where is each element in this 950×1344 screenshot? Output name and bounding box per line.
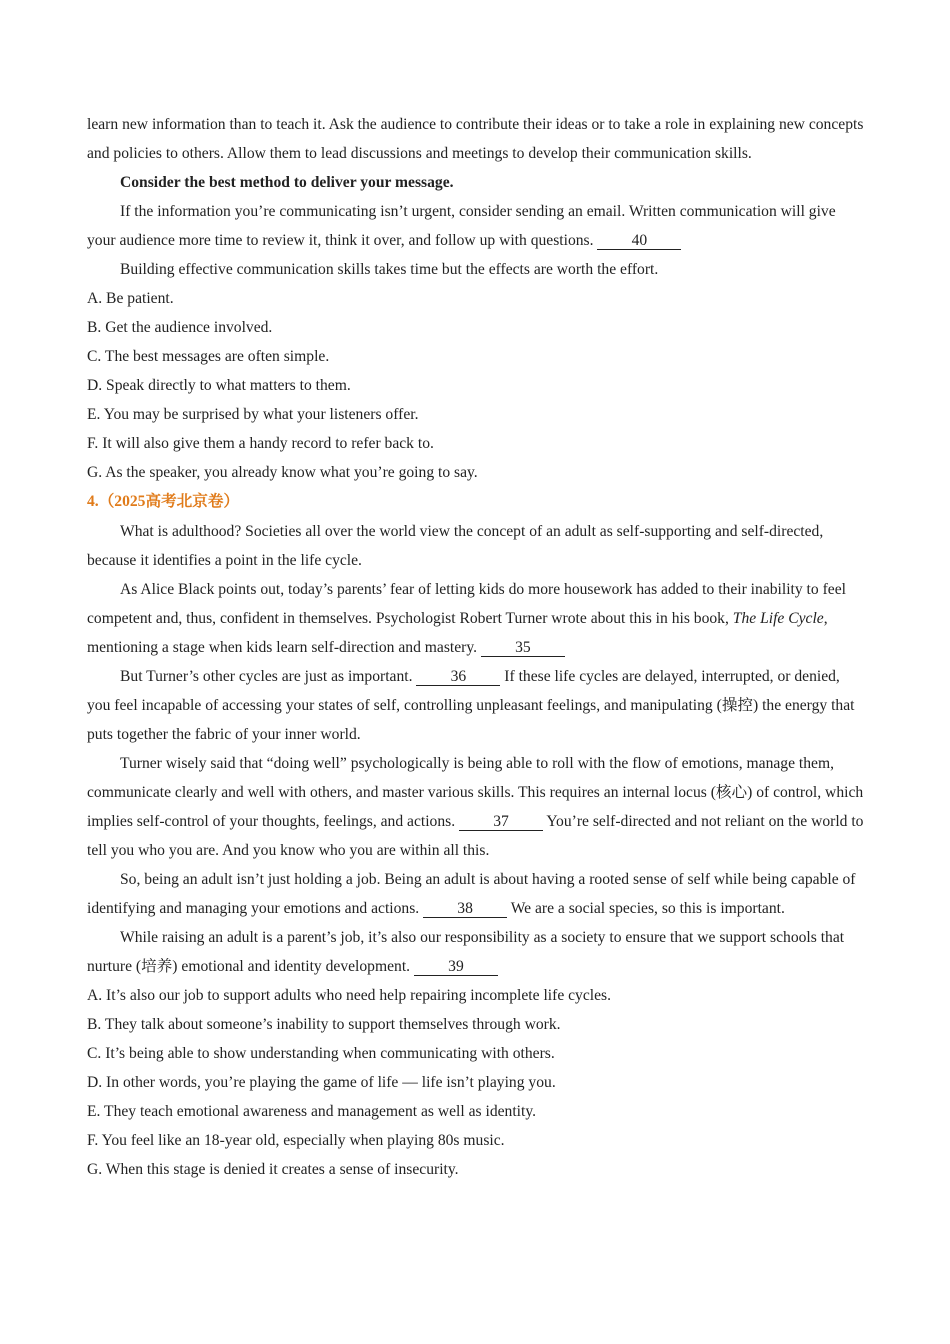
blank-35: 35 [481, 639, 565, 657]
book-title: The Life Cycle [732, 610, 824, 627]
passage3-paragraph-2 [87, 197, 867, 255]
blank-40: 40 [597, 232, 681, 250]
passage4-option-d: D. In other words, you’re playing the game of life — life isn’t playing you. [87, 1074, 556, 1091]
passage4-paragraph-3-text-b: If these life cycles are delayed, interrupted, or denied, you feel incapable of accessing your states of self, controlling unpleasant feelings, and manipulating (操控) the energy that puts together the fabric of your inner world. [87, 668, 855, 743]
passage4-paragraph-5-text-a: So, being an adult isn’t just holding a job. Being an adult is about having a rooted sense of self while being capable of identifying and managing your emotions and actions. [87, 871, 856, 917]
passage3-option-a: A. Be patient. [87, 290, 174, 307]
passage3-option-g: G. As the speaker, you already know what you’re going to say. [87, 464, 478, 481]
blank-37: 37 [459, 813, 543, 831]
passage4-paragraph-2 [87, 575, 867, 662]
passage4-option-g: G. When this stage is denied it creates a sense of insecurity. [87, 1161, 459, 1178]
passage4-paragraph-5 [87, 865, 867, 923]
passage4-option-f: F. You feel like an 18-year old, especially when playing 80s music. [87, 1132, 505, 1149]
passage4-paragraph-2-text-b: , mentioning a stage when kids learn self-direction and mastery. [87, 610, 828, 656]
blank-39: 39 [414, 958, 498, 976]
passage4-paragraph-4-text-a: Turner wisely said that “doing well” psychologically is being able to roll with the flow of emotions, manage them, communicate clearly and well with others, and master various skills. This requires an internal locus (核心) of control, which implies self-control of your thoughts, feelings, and actions. [87, 755, 864, 830]
passage4-paragraph-2-text-a: As Alice Black points out, today’s parents’ fear of letting kids do more housework has added to their inability to feel competent and, thus, confident in themselves. Psychologist Robert Turner wrote about this in his book, [87, 581, 846, 627]
passage4-paragraph-4-text-b: You’re self-directed and not reliant on the world to tell you who you are. And you know who you are within all this. [87, 813, 864, 859]
passage4-option-e: E. They teach emotional awareness and management as well as identity. [87, 1103, 537, 1120]
passage4-option-b: B. They talk about someone’s inability to support themselves through work. [87, 1016, 561, 1033]
passage3-option-d: D. Speak directly to what matters to them. [87, 377, 351, 394]
passage4-paragraph-1: What is adulthood? Societies all over the world view the concept of an adult as self-supporting and self-directed, because it identifies a point in the life cycle. [87, 523, 824, 569]
passage4-title: 4.（2025高考北京卷） [87, 493, 240, 510]
passage4-option-a: A. It’s also our job to support adults who need help repairing incomplete life cycles. [87, 987, 611, 1004]
passage3-option-c: C. The best messages are often simple. [87, 348, 330, 365]
passage4-paragraph-4 [87, 749, 867, 865]
passage4-paragraph-6 [87, 923, 867, 981]
passage4-paragraph-3 [87, 662, 867, 749]
passage4-paragraph-5-text-b: We are a social species, so this is important. [507, 900, 785, 917]
passage4-paragraph-6-text-a: While raising an adult is a parent’s job, it’s also our responsibility as a society to ensure that we support schools that nurture (培养) emotional and identity development. [87, 929, 845, 975]
passage3-paragraph-1: learn new information than to teach it. Ask the audience to contribute their ideas or to take a role in explaining new concepts and policies to others. Allow them to lead discussions and meetings to develop their communication skills. [87, 116, 864, 162]
blank-38: 38 [423, 900, 507, 918]
passage3-option-f: F. It will also give them a handy record to refer back to. [87, 435, 434, 452]
document-page [87, 110, 867, 1184]
passage4-option-c: C. It’s being able to show understanding when communicating with others. [87, 1045, 555, 1062]
passage3-paragraph-2-text: If the information you’re communicating isn’t urgent, consider sending an email. Written communication will give your audience more time to review it, think it over, and follow up with questions. [87, 203, 836, 249]
passage4-paragraph-3-text-a: But Turner’s other cycles are just as important. [120, 668, 417, 685]
passage3-option-b: B. Get the audience involved. [87, 319, 273, 336]
blank-36: 36 [416, 668, 500, 686]
passage3-paragraph-3: Building effective communication skills takes time but the effects are worth the effort. [120, 261, 659, 278]
passage3-section-heading: Consider the best method to deliver your message. [120, 174, 454, 191]
passage3-option-e: E. You may be surprised by what your listeners offer. [87, 406, 419, 423]
